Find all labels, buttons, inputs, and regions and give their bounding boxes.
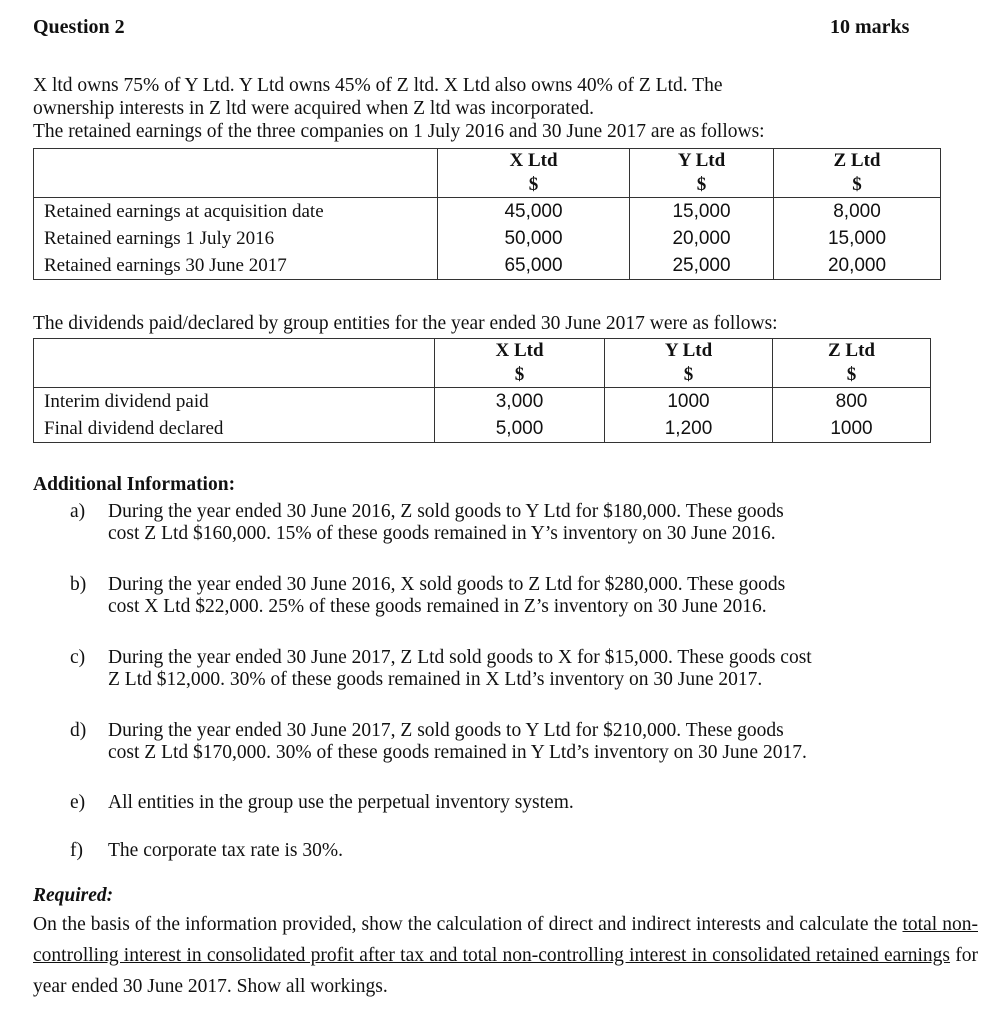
z-values [774, 198, 941, 280]
col-header-y [605, 339, 773, 388]
col-currency: $ [846, 364, 857, 385]
cell-value: 50,000 [504, 228, 563, 249]
header-blank-cell [34, 149, 438, 198]
cell-value: 45,000 [504, 201, 563, 222]
marks-label: 10 marks [830, 16, 910, 38]
item-text-line-1: During the year ended 30 June 2017, Z sold goods to Y Ltd for $210,000. These goods [108, 720, 784, 741]
col-name: X Ltd [495, 340, 544, 361]
col-name: Z Ltd [828, 340, 875, 361]
row-label: Retained earnings 1 July 2016 [44, 228, 275, 249]
cell-value: 20,000 [827, 255, 887, 276]
col-name: Y Ltd [677, 150, 726, 171]
y-values [630, 198, 774, 280]
required-heading: Required: [33, 885, 114, 906]
z-values [773, 388, 931, 443]
table-body-row [34, 388, 931, 443]
list-item [70, 720, 970, 764]
y-values [605, 388, 773, 443]
retained-earnings-table [33, 148, 941, 280]
col-currency: $ [696, 174, 707, 195]
list-item [70, 792, 970, 814]
x-values [438, 198, 630, 280]
row-label: Final dividend declared [44, 418, 224, 439]
col-header-x [435, 339, 605, 388]
row-label: Retained earnings at acquisition date [44, 201, 324, 222]
cell-value: 1,200 [664, 418, 713, 439]
item-text-line-2: Z Ltd $12,000. 30% of these goods remained in X Ltd’s inventory on 30 June 2017. [108, 669, 763, 690]
intro-line-2: ownership interests in Z ltd were acquired when Z ltd was incorporated. [33, 98, 594, 119]
item-letter: c) [70, 647, 86, 668]
col-name: Y Ltd [664, 340, 713, 361]
item-letter: a) [70, 501, 86, 522]
col-name: Z Ltd [833, 150, 881, 171]
col-currency: $ [683, 364, 694, 385]
required-text-part-2: for year ended 30 June 2017. Show all workings. [33, 945, 978, 997]
col-currency: $ [852, 174, 862, 195]
intro-line-3: The retained earnings of the three companies on 1 July 2016 and 30 June 2017 are as follows: [33, 121, 765, 142]
cell-value: 800 [835, 391, 868, 412]
item-letter: e) [70, 792, 86, 813]
item-text-line-1: During the year ended 30 June 2017, Z Ltd sold goods to X for $15,000. These goods cost [108, 647, 812, 668]
col-header-x [438, 149, 630, 198]
cell-value: 8,000 [833, 201, 881, 222]
cell-value: 1000 [667, 391, 710, 412]
item-text-line-2: cost Z Ltd $160,000. 15% of these goods remained in Y’s inventory on 30 June 2016. [108, 523, 776, 544]
row-label: Retained earnings 30 June 2017 [44, 255, 287, 276]
row-labels [34, 198, 438, 280]
required-text-part-1: On the basis of the information provided, show the calculation of direct and indirect interests and calculate the [33, 914, 903, 935]
intro-line-1: X ltd owns 75% of Y Ltd. Y Ltd owns 45% of Z ltd. X Ltd also owns 40% of Z Ltd. The [33, 75, 723, 96]
cell-value: 5,000 [495, 418, 544, 439]
row-labels [34, 388, 435, 443]
cell-value: 15,000 [827, 228, 887, 249]
dividends-intro: The dividends paid/declared by group entities for the year ended 30 June 2017 were as follows: [33, 313, 778, 334]
table-body-row [34, 198, 941, 280]
item-text-line-2: cost X Ltd $22,000. 25% of these goods remained in Z’s inventory on 30 June 2016. [108, 596, 767, 617]
row-label: Interim dividend paid [44, 391, 209, 412]
table-header-row [34, 339, 931, 388]
cell-value: 15,000 [672, 201, 731, 222]
col-header-z [774, 149, 941, 198]
col-header-y [630, 149, 774, 198]
required-underlined-text: total non-controlling interest in consolidated profit after tax and total non-controlling interest in consolidated retained earnings [33, 914, 978, 966]
question-title: Question 2 [33, 16, 125, 38]
col-name: X Ltd [509, 150, 558, 171]
item-text-line-2: cost Z Ltd $170,000. 30% of these goods remained in Y Ltd’s inventory on 30 June 2017. [108, 742, 807, 763]
header-blank-cell [34, 339, 435, 388]
x-values [435, 388, 605, 443]
col-header-z [773, 339, 931, 388]
list-item [70, 840, 970, 862]
dividends-table [33, 338, 931, 443]
item-letter: d) [70, 720, 87, 741]
cell-value: 1000 [830, 418, 873, 439]
item-text-line-1: All entities in the group use the perpetual inventory system. [108, 792, 574, 813]
required-text [33, 909, 978, 1002]
item-letter: f) [70, 840, 83, 861]
item-text-line-1: During the year ended 30 June 2016, Z sold goods to Y Ltd for $180,000. These goods [108, 501, 784, 522]
item-text-line-1: During the year ended 30 June 2016, X sold goods to Z Ltd for $280,000. These goods [108, 574, 786, 595]
list-item [70, 574, 970, 618]
cell-value: 25,000 [672, 255, 731, 276]
item-letter: b) [70, 574, 87, 595]
table-header-row [34, 149, 941, 198]
col-currency: $ [528, 174, 539, 195]
cell-value: 3,000 [495, 391, 544, 412]
cell-value: 65,000 [504, 255, 563, 276]
list-item [70, 647, 970, 691]
cell-value: 20,000 [672, 228, 731, 249]
item-text-line-1: The corporate tax rate is 30%. [108, 840, 343, 861]
col-currency: $ [514, 364, 525, 385]
list-item [70, 501, 970, 545]
additional-info-heading: Additional Information: [33, 474, 236, 495]
